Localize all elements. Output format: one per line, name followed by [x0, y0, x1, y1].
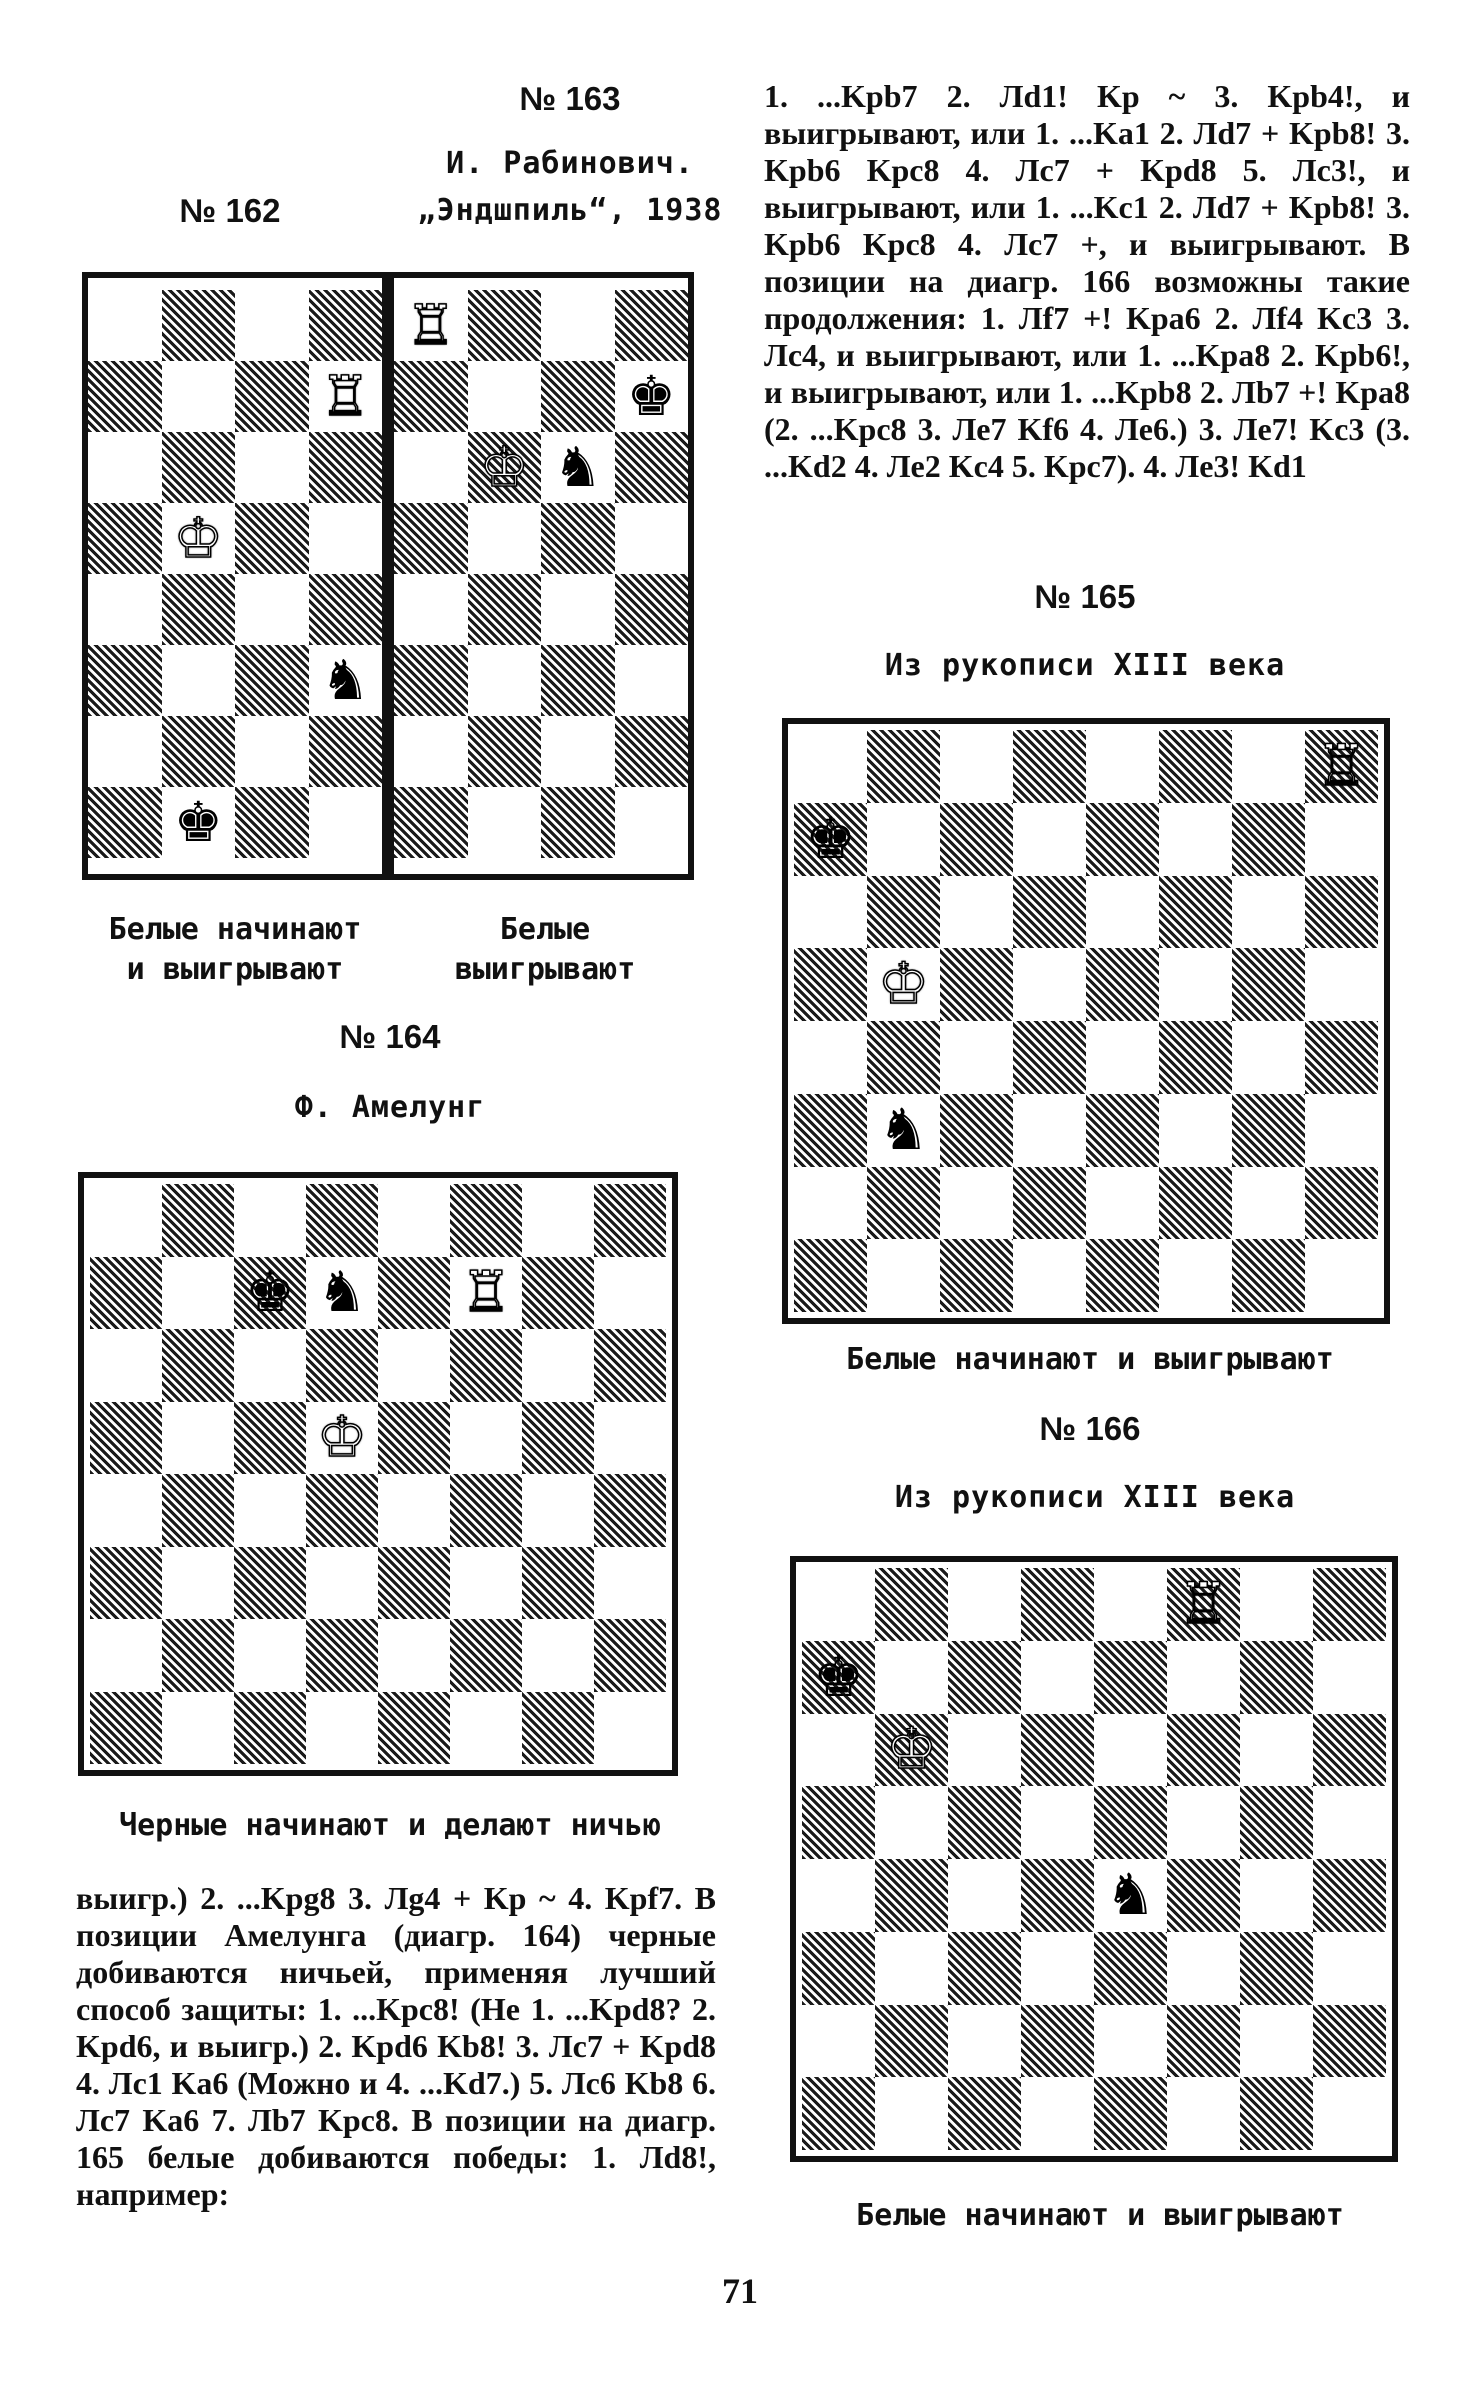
caption-166: Белые начинают и выигрывают — [856, 2198, 1344, 2233]
board-square — [541, 645, 615, 716]
problem-author-164: Ф. Амелунг — [294, 1090, 486, 1125]
board-square — [1021, 2005, 1094, 2078]
board-square — [1240, 1641, 1313, 1714]
board-square — [1167, 1859, 1240, 1932]
board-square — [594, 1692, 666, 1765]
board-square — [378, 1184, 450, 1257]
black-king-icon: ♚ — [626, 364, 676, 428]
board-square — [940, 1167, 1013, 1240]
board-square — [1159, 876, 1232, 949]
board-square — [162, 1257, 234, 1330]
board-square — [875, 1641, 948, 1714]
black-knight-icon: ♞ — [1104, 1861, 1157, 1928]
board-square — [615, 432, 689, 503]
board-square — [1305, 1021, 1378, 1094]
board-square — [875, 1786, 948, 1859]
board-square — [1021, 1786, 1094, 1859]
board-square — [948, 1859, 1021, 1932]
board-square — [468, 503, 542, 574]
board-square — [522, 1692, 594, 1765]
board-square — [875, 1932, 948, 2005]
board-square — [306, 1474, 378, 1547]
board-square — [940, 1021, 1013, 1094]
caption-163-line-1: Белые — [499, 912, 591, 947]
board-square — [1021, 2077, 1094, 2150]
board-square — [162, 574, 236, 645]
board-square — [162, 1547, 234, 1620]
board-square — [468, 787, 542, 858]
board-square — [1305, 803, 1378, 876]
board-square — [1021, 1859, 1094, 1932]
board-square — [875, 2005, 948, 2078]
board-square — [875, 1568, 948, 1641]
board-square — [1021, 1641, 1094, 1714]
board-square — [450, 1692, 522, 1765]
board-square — [1013, 948, 1086, 1021]
board-square — [162, 1184, 234, 1257]
white-rook-icon: ♖ — [1315, 732, 1368, 799]
board-square — [306, 1184, 378, 1257]
board-square — [1240, 1859, 1313, 1932]
problem-number-164: № 164 — [339, 1018, 441, 1055]
board-square — [378, 1474, 450, 1547]
board-square — [948, 1641, 1021, 1714]
board-square — [1167, 2005, 1240, 2078]
board-square — [468, 645, 542, 716]
board-square — [1232, 1239, 1305, 1312]
board-square — [450, 1547, 522, 1620]
board-square — [1086, 1239, 1159, 1312]
board-square — [940, 876, 1013, 949]
caption-164: Черные начинают и делают ничью — [119, 1808, 661, 1843]
board-square — [88, 503, 162, 574]
board-square — [162, 432, 236, 503]
board-square — [1094, 1714, 1167, 1787]
black-knight-icon: ♞ — [316, 1259, 368, 1325]
board-square — [90, 1619, 162, 1692]
caption-162-line-2: и выигрывают — [126, 952, 344, 987]
board-square — [802, 1859, 875, 1932]
board-square — [1305, 876, 1378, 949]
board-square — [1305, 948, 1378, 1021]
white-rook-icon: ♖ — [406, 293, 456, 357]
board-square — [306, 1329, 378, 1402]
board-square — [394, 361, 468, 432]
board-square — [162, 1692, 234, 1765]
board-square — [541, 290, 615, 361]
board-square — [940, 1094, 1013, 1167]
board-square — [948, 1932, 1021, 2005]
board-square — [541, 361, 615, 432]
caption-165: Белые начинают и выигрывают — [846, 1342, 1334, 1377]
board-square — [1094, 2077, 1167, 2150]
board-square — [541, 787, 615, 858]
board-square — [309, 574, 383, 645]
board-square — [522, 1184, 594, 1257]
board-square — [309, 716, 383, 787]
problem-number-163: № 163 — [519, 80, 621, 117]
board-square — [450, 1184, 522, 1257]
board-square — [90, 1184, 162, 1257]
board-square — [794, 948, 867, 1021]
board-square — [594, 1184, 666, 1257]
board-square — [1232, 876, 1305, 949]
board-square — [394, 716, 468, 787]
white-king-icon: ♔ — [885, 1716, 938, 1783]
board-square — [234, 1474, 306, 1547]
board-square — [162, 645, 236, 716]
board-square — [940, 803, 1013, 876]
board-square — [794, 1167, 867, 1240]
board-square — [1013, 803, 1086, 876]
board-square — [234, 1329, 306, 1402]
board-square — [948, 1714, 1021, 1787]
board-square — [394, 645, 468, 716]
white-rook-icon: ♖ — [320, 364, 370, 428]
board-square — [394, 503, 468, 574]
board-square — [1313, 1714, 1386, 1787]
board-square — [802, 2077, 875, 2150]
board-square — [615, 787, 689, 858]
board-square — [162, 1402, 234, 1475]
board-square — [1305, 1239, 1378, 1312]
board-square — [1313, 1641, 1386, 1714]
white-king-icon: ♔ — [479, 435, 529, 499]
board-square — [875, 1859, 948, 1932]
board-square — [615, 290, 689, 361]
solution-text-right: 1. ...Kpb7 2. Лd1! Kp ~ 3. Kpb4!, и выигрывают, или 1. ...Ka1 2. Лd7 + Kpb8! 3. Kpb6 Kpc8 4. Лc7 + Kpd8 5. Лc3!, и выигрывают, или 1. ...Kc1 2. Лd7 + Kpb8! 3. Kpb6 Kpc8 4. Лc7 +, и выигрывают. В позиции на диагр. 166 возможны такие продолжения: 1. Лf7 +! Kpa6 2. Лf4 Kc3 3. Лc4, и выигрывают, или 1. ...Kpa8 2. Kpb6!, и выигрывают, или 1. ...Kpb8 2. Лb7 +! Kpa8 (2. ...Kpc8 3. Лe7 Kf6 4. Лe6.) 3. Лe7! Kc3 (3. ...Kd2 4. Лe2 Kc4 5. Kpc7). 4. Лe3! Kd1 — [764, 78, 1410, 484]
board-square — [802, 1568, 875, 1641]
board-square — [1313, 1859, 1386, 1932]
white-king-icon: ♔ — [877, 951, 930, 1018]
board-square — [234, 1547, 306, 1620]
board-square — [802, 1932, 875, 2005]
board-square — [394, 787, 468, 858]
board-square — [234, 1619, 306, 1692]
board-square — [594, 1329, 666, 1402]
board-square — [1159, 730, 1232, 803]
board-square — [235, 361, 309, 432]
board-square — [1086, 1167, 1159, 1240]
board-square — [1086, 876, 1159, 949]
board-square — [1021, 1714, 1094, 1787]
black-knight-icon: ♞ — [553, 435, 603, 499]
problem-number-165: № 165 — [1034, 578, 1136, 615]
problem-author-163: И. Рабинович. — [446, 146, 694, 181]
white-king-icon: ♔ — [173, 506, 223, 570]
board-square — [594, 1257, 666, 1330]
board-square — [615, 645, 689, 716]
page-number: 71 — [722, 2271, 758, 2311]
chess-board-163 — [394, 290, 688, 858]
board-square — [1021, 1568, 1094, 1641]
board-square — [940, 1239, 1013, 1312]
board-square — [1167, 1786, 1240, 1859]
board-square — [1313, 1932, 1386, 2005]
board-square — [867, 730, 940, 803]
board-square — [940, 730, 1013, 803]
problem-number-162: № 162 — [179, 192, 281, 229]
board-square — [1167, 2077, 1240, 2150]
board-square — [1232, 1094, 1305, 1167]
chess-board-162 — [88, 290, 382, 858]
board-square — [90, 1547, 162, 1620]
board-square — [1305, 1167, 1378, 1240]
board-square — [309, 432, 383, 503]
board-square — [522, 1257, 594, 1330]
board-square — [1240, 1786, 1313, 1859]
board-square — [1159, 1021, 1232, 1094]
board-square — [940, 948, 1013, 1021]
board-square — [1232, 1167, 1305, 1240]
board-square — [794, 1239, 867, 1312]
board-square — [867, 876, 940, 949]
board-square — [615, 716, 689, 787]
white-king-icon: ♔ — [316, 1404, 368, 1470]
board-square — [594, 1547, 666, 1620]
board-square — [1086, 803, 1159, 876]
board-square — [794, 730, 867, 803]
board-square — [1159, 1094, 1232, 1167]
board-square — [1232, 948, 1305, 1021]
board-square — [948, 2005, 1021, 2078]
board-square — [541, 503, 615, 574]
board-square — [235, 787, 309, 858]
board-square — [1013, 1094, 1086, 1167]
board-square — [450, 1619, 522, 1692]
board-square — [1086, 1021, 1159, 1094]
board-square — [162, 290, 236, 361]
black-king-icon: ♚ — [804, 805, 857, 872]
board-square — [867, 1239, 940, 1312]
board-square — [594, 1619, 666, 1692]
caption-163 — [400, 910, 690, 990]
board-square — [1159, 1167, 1232, 1240]
board-square — [88, 787, 162, 858]
board-square — [802, 1714, 875, 1787]
board-square — [1232, 730, 1305, 803]
board-square — [378, 1402, 450, 1475]
board-square — [162, 361, 236, 432]
board-square — [162, 716, 236, 787]
solution-text-left: выигр.) 2. ...Kpg8 3. Лg4 + Kp ~ 4. Kpf7. В позиции Амелунга (диагр. 164) черные добиваются ничьей, применяя лучший способ защиты: 1. ...Kpc8! (Не 1. ...Kpd8? 2. Kpd6, и выигр.) 2. Kpd6 Kb8! 3. Лc7 + Kpd8 4. Лc1 Ka6 (Можно и 4. ...Kd7.) 5. Лc6 Kb8 6. Лc7 Ka6 7. Лb7 Kpc8. В позиции на диагр. 165 белые добиваются победы: 1. Лd8!, например: — [76, 1880, 716, 2212]
board-square — [309, 290, 383, 361]
board-square — [1094, 1786, 1167, 1859]
board-square — [468, 361, 542, 432]
black-king-icon: ♚ — [173, 790, 223, 854]
board-square — [1313, 1786, 1386, 1859]
board-square — [468, 290, 542, 361]
board-square — [306, 1619, 378, 1692]
board-square — [90, 1474, 162, 1547]
board-square — [1159, 803, 1232, 876]
board-square — [867, 1167, 940, 1240]
board-square — [234, 1692, 306, 1765]
board-square — [468, 574, 542, 645]
board-square — [235, 432, 309, 503]
board-square — [378, 1257, 450, 1330]
board-square — [1240, 1932, 1313, 2005]
board-square — [88, 574, 162, 645]
board-square — [162, 1619, 234, 1692]
board-square — [378, 1547, 450, 1620]
board-square — [1159, 1239, 1232, 1312]
board-square — [88, 290, 162, 361]
board-square — [948, 1786, 1021, 1859]
board-square — [378, 1692, 450, 1765]
white-rook-icon: ♖ — [460, 1259, 512, 1325]
board-square — [875, 2077, 948, 2150]
board-square — [1013, 876, 1086, 949]
board-square — [306, 1692, 378, 1765]
board-square — [468, 716, 542, 787]
board-square — [541, 716, 615, 787]
board-square — [948, 1568, 1021, 1641]
board-square — [522, 1402, 594, 1475]
board-square — [88, 432, 162, 503]
board-square — [1094, 1932, 1167, 2005]
board-square — [394, 432, 468, 503]
chess-board-164 — [90, 1184, 666, 1764]
board-square — [1094, 1568, 1167, 1641]
board-square — [794, 876, 867, 949]
board-square — [1013, 730, 1086, 803]
board-square — [794, 1094, 867, 1167]
board-square — [162, 1474, 234, 1547]
board-square — [867, 803, 940, 876]
board-square — [1094, 1641, 1167, 1714]
caption-162 — [70, 910, 400, 990]
chess-board-165 — [794, 730, 1378, 1312]
chess-board-166 — [802, 1568, 1386, 2150]
board-square — [1313, 2077, 1386, 2150]
board-square — [90, 1257, 162, 1330]
board-square — [1013, 1239, 1086, 1312]
board-square — [1240, 2077, 1313, 2150]
board-square — [802, 1786, 875, 1859]
board-square — [235, 574, 309, 645]
board-square — [378, 1619, 450, 1692]
board-square — [1232, 1021, 1305, 1094]
board-square — [867, 1021, 940, 1094]
board-square — [450, 1402, 522, 1475]
board-square — [1313, 1568, 1386, 1641]
board-square — [1167, 1641, 1240, 1714]
board-square — [522, 1329, 594, 1402]
board-square — [1167, 1714, 1240, 1787]
board-square — [309, 787, 383, 858]
board-square — [1232, 803, 1305, 876]
board-square — [88, 645, 162, 716]
board-square — [90, 1402, 162, 1475]
white-rook-icon: ♖ — [1177, 1570, 1230, 1637]
board-square — [309, 503, 383, 574]
board-square — [235, 290, 309, 361]
board-square — [615, 574, 689, 645]
board-square — [234, 1184, 306, 1257]
board-square — [1086, 948, 1159, 1021]
board-square — [1167, 1932, 1240, 2005]
board-square — [1313, 2005, 1386, 2078]
board-square — [594, 1474, 666, 1547]
board-square — [541, 574, 615, 645]
board-square — [90, 1329, 162, 1402]
board-square — [88, 716, 162, 787]
board-square — [234, 1402, 306, 1475]
board-square — [394, 574, 468, 645]
board-square — [522, 1547, 594, 1620]
board-square — [594, 1402, 666, 1475]
board-square — [1305, 1094, 1378, 1167]
board-square — [802, 2005, 875, 2078]
board-square — [235, 645, 309, 716]
board-square — [1094, 2005, 1167, 2078]
board-square — [378, 1329, 450, 1402]
problem-author-165: Из рукописи XIII века — [884, 648, 1286, 683]
black-knight-icon: ♞ — [877, 1096, 930, 1163]
board-square — [235, 503, 309, 574]
board-square — [1013, 1021, 1086, 1094]
board-square — [450, 1474, 522, 1547]
board-square — [522, 1474, 594, 1547]
board-square — [1240, 1568, 1313, 1641]
board-square — [1013, 1167, 1086, 1240]
board-square — [615, 503, 689, 574]
board-square — [162, 1329, 234, 1402]
board-square — [235, 716, 309, 787]
problem-source-163: „Эндшпиль“, 1938 — [417, 193, 723, 228]
problem-author-166: Из рукописи XIII века — [894, 1480, 1296, 1515]
problem-number-166: № 166 — [1039, 1410, 1141, 1447]
black-king-icon: ♚ — [812, 1643, 865, 1710]
caption-163-line-2: выигрывают — [454, 952, 636, 987]
black-king-icon: ♚ — [244, 1259, 296, 1325]
board-square — [450, 1329, 522, 1402]
board-square — [1021, 1932, 1094, 2005]
black-knight-icon: ♞ — [320, 648, 370, 712]
board-square — [306, 1547, 378, 1620]
board-square — [1086, 1094, 1159, 1167]
board-square — [948, 2077, 1021, 2150]
board-square — [1240, 1714, 1313, 1787]
board-square — [90, 1692, 162, 1765]
board-square — [794, 1021, 867, 1094]
board-square — [522, 1619, 594, 1692]
board-square — [1240, 2005, 1313, 2078]
caption-162-line-1: Белые начинают — [108, 912, 362, 947]
board-square — [1086, 730, 1159, 803]
board-square — [1159, 948, 1232, 1021]
board-square — [88, 361, 162, 432]
